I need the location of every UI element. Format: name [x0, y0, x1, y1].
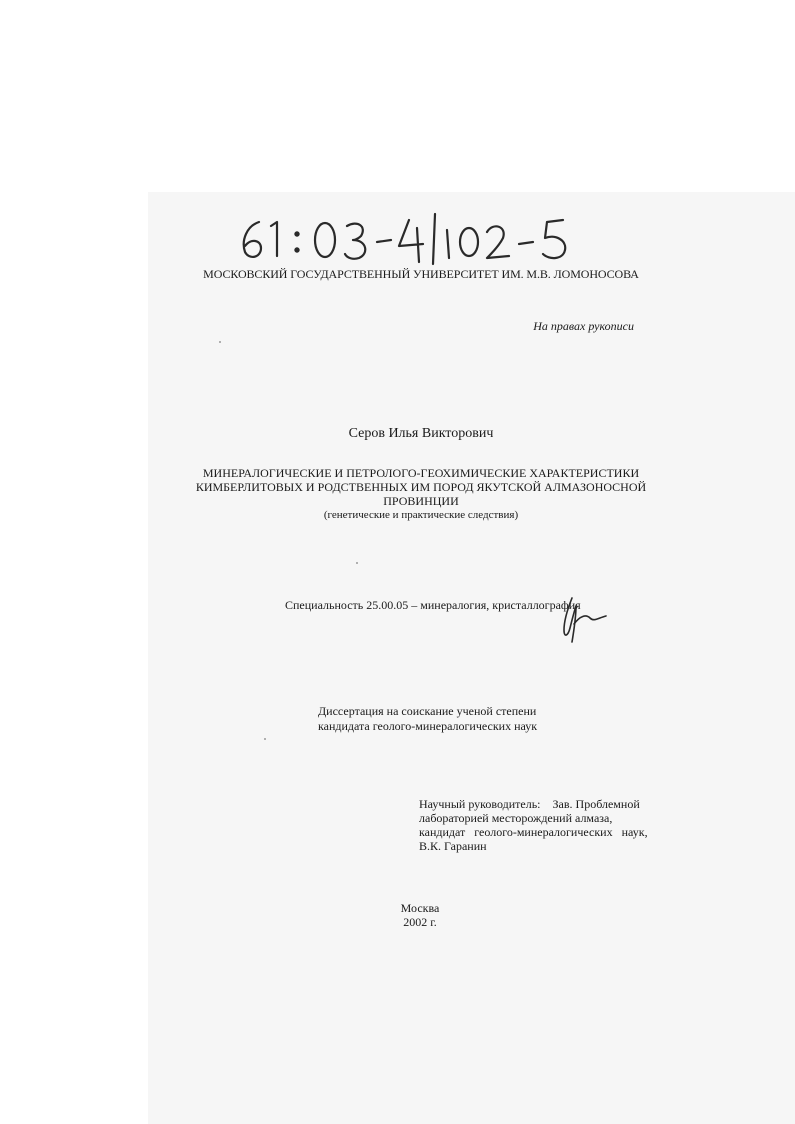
dissertation-degree-line-2: кандидата геолого-минералогических наук [318, 719, 538, 733]
specialty: Специальность 25.00.05 – минералогия, кристаллография [285, 598, 581, 612]
dissertation-subtitle: (генетические и практические следствия) [323, 509, 519, 521]
dissertation-title-line-3: ПРОВИНЦИИ [383, 494, 459, 508]
university-name: МОСКОВСКИЙ ГОСУДАРСТВЕННЫЙ УНИВЕРСИТЕТ ИМ. М.В. ЛОМОНОСОВА [203, 267, 639, 281]
handwritten-archive-code [237, 208, 577, 270]
dissertation-degree-line-1: Диссертация на соискание ученой степени [318, 704, 537, 718]
supervisor-line-2: лабораторией месторождений алмаза, [419, 811, 613, 825]
supervisor-line-4: В.К. Гаранин [419, 839, 487, 853]
scan-speck [219, 341, 221, 343]
year: 2002 г. [403, 915, 437, 929]
scan-speck [264, 738, 266, 740]
scanned-sheet [148, 192, 795, 1124]
author-name: Серов Илья Викторович [348, 426, 494, 441]
supervisor-line-1: Научный руководитель: Зав. Проблемной [419, 797, 640, 811]
handwritten-signature [558, 594, 608, 646]
scan-speck [356, 562, 358, 564]
city: Москва [400, 901, 440, 915]
manuscript-rights: На правах рукописи [533, 319, 634, 333]
supervisor-line-3: кандидат геолого-минералогических наук, [419, 825, 648, 839]
dissertation-title-line-1: МИНЕРАЛОГИЧЕСКИЕ И ПЕТРОЛОГО-ГЕОХИМИЧЕСКИЕ ХАРАКТЕРИСТИКИ [202, 466, 640, 480]
dissertation-title-line-2: КИМБЕРЛИТОВЫХ И РОДСТВЕННЫХ ИМ ПОРОД ЯКУТСКОЙ АЛМАЗОНОСНОЙ [195, 480, 647, 494]
